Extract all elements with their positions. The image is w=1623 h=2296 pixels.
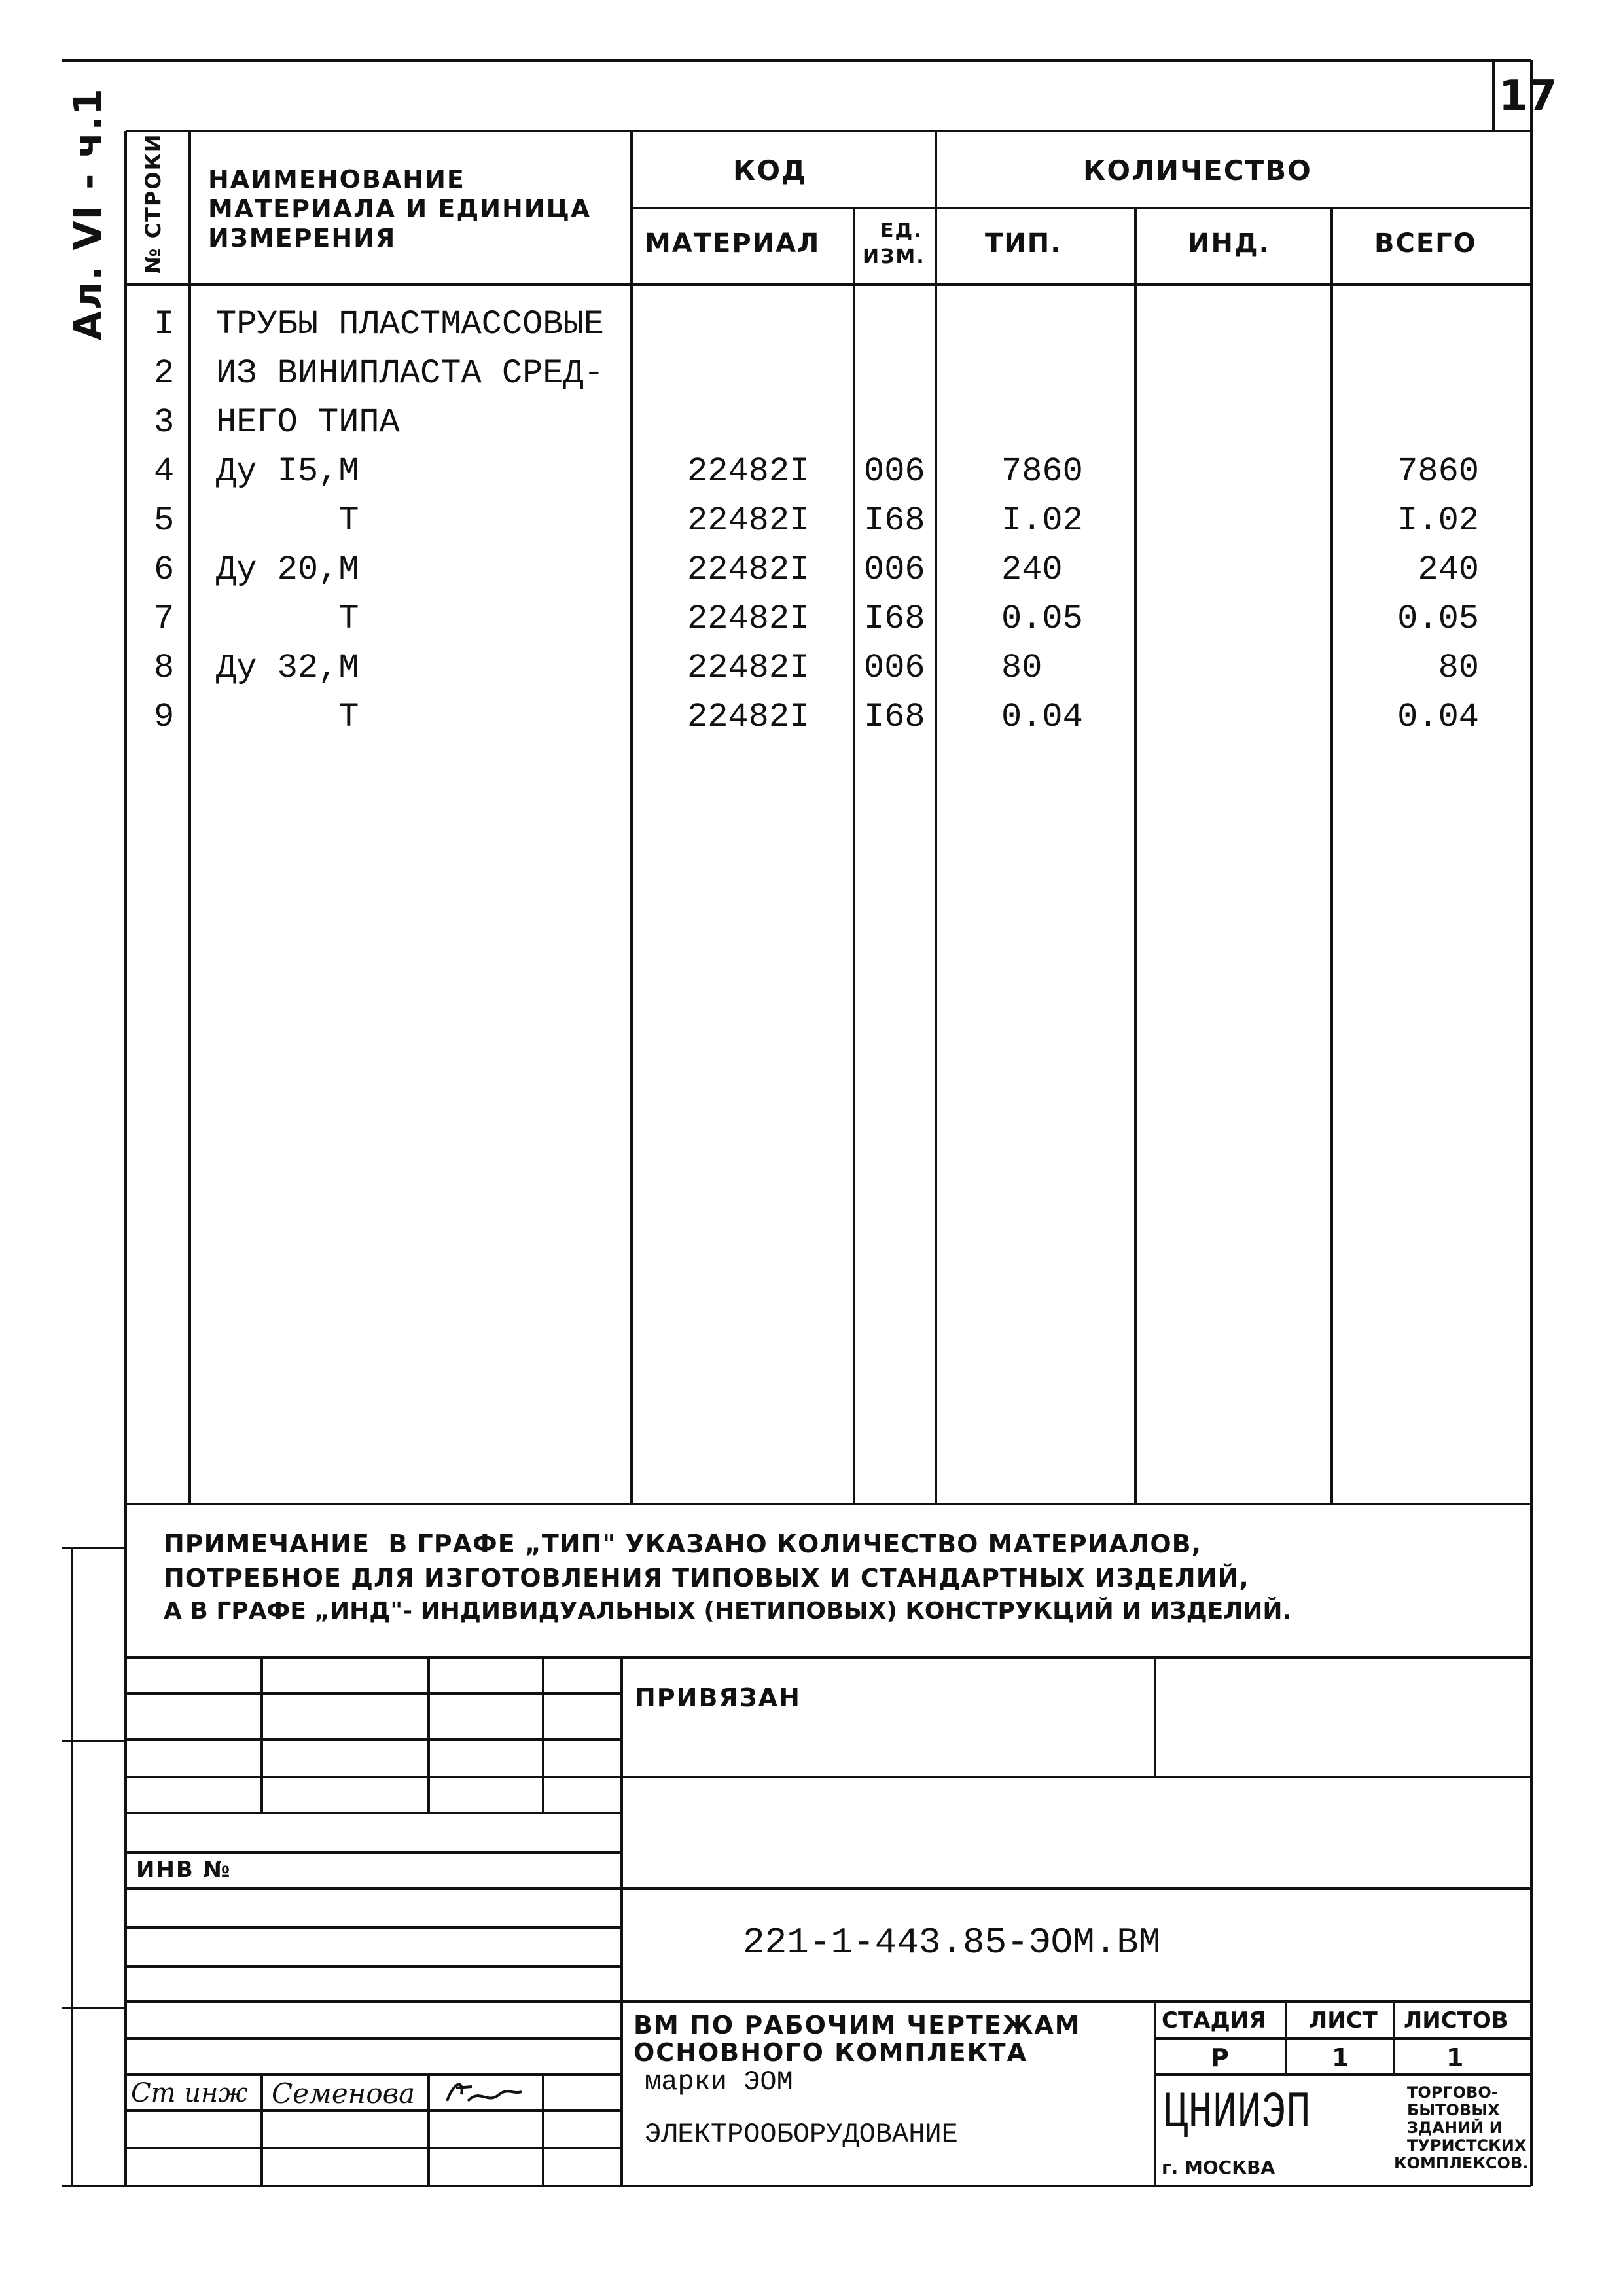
table-row xyxy=(0,602,1623,651)
header-ind: ИНД. xyxy=(1188,228,1270,259)
row-number: 4 xyxy=(154,452,175,491)
organization-name-5: КОМПЛЕКСОВ. xyxy=(1394,2154,1529,2172)
note-line-1: ПРИМЕЧАНИЕ В ГРАФЕ „ТИП" УКАЗАНО КОЛИЧЕСТВО МАТЕРИАЛОВ, xyxy=(164,1530,1202,1558)
row-name: ТРУБЫ ПЛАСТМАССОВЫЕ xyxy=(216,305,604,344)
note-line-2: ПОТРЕБНОЕ ДЛЯ ИЗГОТОВЛЕНИЯ ТИПОВЫХ И СТАНДАРТНЫХ ИЗДЕЛИЙ, xyxy=(164,1564,1249,1592)
stage-value: Р xyxy=(1211,2043,1230,2072)
sheets-value: 1 xyxy=(1446,2043,1465,2072)
row-name: ИЗ ВИНИПЛАСТА СРЕД- xyxy=(216,354,604,393)
row-name: Т xyxy=(216,698,359,736)
row-number: 8 xyxy=(154,649,175,687)
row-name: НЕГО ТИПА xyxy=(216,403,400,442)
header-material: МАТЕРИАЛ xyxy=(645,228,821,259)
row-material: 22482I xyxy=(687,501,810,540)
header-row-number: № СТРОКИ xyxy=(141,133,166,274)
row-total: 0.04 xyxy=(1397,698,1479,736)
row-number: 2 xyxy=(154,354,175,393)
row-number: 5 xyxy=(154,501,175,540)
header-typ: ТИП. xyxy=(985,228,1062,259)
header-total: ВСЕГО xyxy=(1374,228,1477,259)
header-code-group: КОД xyxy=(733,154,808,187)
row-typ: I.02 xyxy=(1001,501,1083,540)
row-material: 22482I xyxy=(687,600,810,638)
row-typ: 0.04 xyxy=(1001,698,1083,736)
document-title-3: марки ЭОМ xyxy=(645,2066,793,2098)
sheet-value: 1 xyxy=(1332,2043,1351,2072)
header-name-2: МАТЕРИАЛА И ЕДИНИЦА xyxy=(208,194,592,223)
document-subtitle: ЭЛЕКТРООБОРУДОВАНИЕ xyxy=(645,2119,958,2150)
document-title-1: ВМ ПО РАБОЧИМ ЧЕРТЕЖАМ xyxy=(633,2011,1081,2039)
table-row xyxy=(0,651,1623,700)
row-typ: 0.05 xyxy=(1001,600,1083,638)
row-name: Ду 32,М xyxy=(216,649,359,687)
row-name: Ду I5,М xyxy=(216,452,359,491)
attached-label: ПРИВЯЗАН xyxy=(635,1683,801,1712)
row-material: 22482I xyxy=(687,550,810,589)
table-row xyxy=(0,452,1623,503)
organization-logo: ЦНИИЭП xyxy=(1164,2085,1311,2142)
organization-name-1: ТОРГОВО- xyxy=(1407,2083,1498,2102)
organization-name-2: БЫТОВЫХ xyxy=(1407,2101,1500,2119)
document-title-2: ОСНОВНОГО КОМПЛЕКТА xyxy=(633,2038,1028,2067)
row-material: 22482I xyxy=(687,649,810,687)
row-unit: 006 xyxy=(864,550,925,589)
stage-label: СТАДИЯ xyxy=(1162,2007,1266,2034)
signature-mark xyxy=(442,2075,527,2111)
row-typ: 80 xyxy=(1001,649,1043,687)
album-label: Ал. VI - ч.1 xyxy=(65,87,110,340)
row-number: 7 xyxy=(154,600,175,638)
inventory-number-label: ИНВ № xyxy=(136,1857,232,1883)
header-name-3: ИЗМЕРЕНИЯ xyxy=(208,224,397,253)
row-name: Т xyxy=(216,501,359,540)
row-unit: 006 xyxy=(864,649,925,687)
table-row xyxy=(0,501,1623,552)
row-typ: 7860 xyxy=(1001,452,1083,491)
row-number: I xyxy=(154,305,175,344)
table-row xyxy=(0,700,1623,749)
document-designation: 221-1-443.85-ЭОМ.ВМ xyxy=(743,1922,1161,1964)
row-material: 22482I xyxy=(687,698,810,736)
row-number: 3 xyxy=(154,403,175,442)
table-row xyxy=(0,550,1623,601)
note-line-3: А В ГРАФЕ „ИНД"- ИНДИВИДУАЛЬНЫХ (НЕТИПОВЫХ) КОНСТРУКЦИЙ И ИЗДЕЛИЙ. xyxy=(164,1598,1292,1624)
row-total: 80 xyxy=(1438,649,1479,687)
row-unit: 006 xyxy=(864,452,925,491)
header-name-1: НАИМЕНОВАНИЕ xyxy=(208,165,465,194)
table-row xyxy=(0,305,1623,356)
organization-name-4: ТУРИСТСКИХ xyxy=(1407,2136,1527,2155)
row-name: Ду 20,М xyxy=(216,550,359,589)
city-label: г. МОСКВА xyxy=(1162,2157,1275,2178)
row-total: 0.05 xyxy=(1397,600,1479,638)
row-unit: I68 xyxy=(864,698,925,736)
header-quantity-group: КОЛИЧЕСТВО xyxy=(1083,154,1312,187)
row-number: 6 xyxy=(154,550,175,589)
signer-name: Семенова xyxy=(272,2077,416,2109)
sheets-label: ЛИСТОВ xyxy=(1404,2007,1508,2034)
row-total: 7860 xyxy=(1397,452,1479,491)
row-unit: I68 xyxy=(864,501,925,540)
header-unit-1: ЕД. xyxy=(880,219,923,242)
row-material: 22482I xyxy=(687,452,810,491)
row-typ: 240 xyxy=(1001,550,1063,589)
row-unit: I68 xyxy=(864,600,925,638)
row-name: Т xyxy=(216,600,359,638)
table-row xyxy=(0,354,1623,405)
table-row xyxy=(0,403,1623,454)
sheet-label: ЛИСТ xyxy=(1309,2007,1378,2034)
signer-role: Ст инж xyxy=(131,2078,248,2108)
organization-name-3: ЗДАНИЙ И xyxy=(1407,2119,1503,2137)
row-total: I.02 xyxy=(1397,501,1479,540)
page-number: 17 xyxy=(1499,72,1558,120)
header-unit-2: ИЗМ. xyxy=(863,245,925,268)
row-total: 240 xyxy=(1418,550,1479,589)
row-number: 9 xyxy=(154,698,175,736)
